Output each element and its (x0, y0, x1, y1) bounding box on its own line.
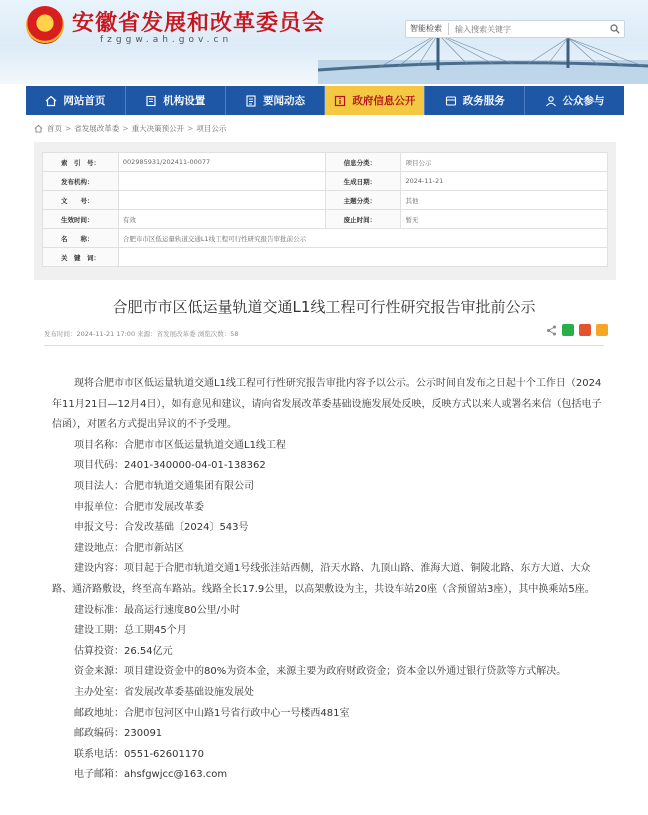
category-value: 项目公示 (401, 153, 608, 172)
field-email[interactable]: 电子邮箱：ahsfgwjcc@163.com (74, 769, 228, 781)
keywords-value (118, 248, 607, 267)
field-location: 建设地点：合肥市新站区 (74, 542, 184, 554)
breadcrumb-separator: > (65, 124, 72, 133)
category-label: 信息分类： (325, 153, 401, 172)
field-funding: 资金来源：项目建设资金中的80%为资本金，来源主要为政府财政资金；资本金以外通过银行贷款等方式解决。 (74, 666, 567, 678)
breadcrumb-item-home[interactable]: 首页 (47, 124, 62, 133)
table-row (43, 229, 608, 248)
field-project-code: 项目代码：2401-340000-04-01-138362 (74, 460, 266, 472)
field-investment: 估算投资：26.54亿元 (74, 645, 173, 657)
breadcrumb-item-commission[interactable]: 省发展改革委 (74, 124, 120, 133)
service-icon (445, 95, 457, 107)
field-postcode: 邮政编码：230091 (74, 728, 163, 740)
nav-item-label: 政务服务 (462, 95, 505, 107)
site-header (0, 0, 648, 84)
main-nav (26, 86, 624, 115)
doc-number-value (118, 191, 325, 210)
keywords-label: 关 键 词： (43, 248, 119, 267)
field-standard: 建设标准：最高运行速度80公里/小时 (74, 604, 241, 616)
issuer-label: 发布机构： (43, 172, 119, 191)
nav-item-label: 机构设置 (163, 95, 206, 107)
expire-label: 废止时间： (325, 210, 401, 229)
nav-item-home[interactable] (26, 86, 126, 115)
doc-number-label: 文 号： (43, 191, 119, 210)
share-icon[interactable] (546, 325, 557, 336)
name-label: 名 称： (43, 229, 119, 248)
valid-value: 有效 (118, 210, 325, 229)
breadcrumb-separator: > (122, 124, 129, 133)
field-applicant: 申报单位：合肥市发展改革委 (74, 501, 204, 513)
nav-item-organization[interactable] (126, 86, 226, 115)
article-body (52, 374, 607, 786)
people-icon (545, 95, 557, 107)
nav-item-label: 网站首页 (63, 95, 106, 107)
nav-item-label: 公众参与 (562, 95, 605, 107)
info-icon (334, 95, 346, 107)
national-emblem-icon (26, 6, 64, 44)
issuer-value (118, 172, 325, 191)
search-box (405, 20, 625, 38)
valid-label: 生效时间： (43, 210, 119, 229)
expire-value: 暂无 (401, 210, 608, 229)
field-construction-content: 建设内容：项目起于合肥市轨道交通1号线张洼站西侧，沿天水路、九顶山路、淮海大道、铜陵北路、东方大道、大众路、通济路敷设，终至高车路站。线路全长17.9公里，以高架敷设为主，共设车站20座（含预留站3座），其中换乘站5座。 (52, 563, 595, 595)
favorite-icon[interactable] (596, 324, 608, 336)
document-icon (245, 95, 257, 107)
nav-item-public[interactable] (525, 86, 624, 115)
table-row (43, 172, 608, 191)
search-input[interactable] (449, 25, 599, 34)
field-document-number: 申报文号：合发改基础〔2024〕543号 (74, 522, 249, 534)
home-icon (45, 95, 57, 107)
index-label: 索 引 号： (43, 153, 119, 172)
nav-item-label: 要闻动态 (263, 95, 306, 107)
breadcrumb-item-current[interactable]: 项目公示 (196, 124, 227, 133)
breadcrumb (34, 123, 226, 134)
info-panel (34, 142, 616, 280)
page-title: 合肥市市区低运量轨道交通L1线工程可行性研究报告审批前公示 (112, 298, 536, 316)
nav-item-label: 政府信息公开 (352, 95, 416, 107)
table-row (43, 191, 608, 210)
home-icon (34, 124, 43, 133)
table-row (43, 210, 608, 229)
field-phone: 联系电话：0551-62601170 (74, 748, 204, 760)
wechat-icon[interactable] (562, 324, 574, 336)
nav-item-gov-info[interactable] (325, 86, 425, 115)
bridge-banner-image (318, 30, 648, 84)
breadcrumb-separator: > (187, 124, 194, 133)
date-value: 2024-11-21 (401, 172, 608, 191)
intro-paragraph: 现将合肥市市区低运量轨道交通L1线工程可行性研究报告审批内容予以公示。公示时间自发布之日起十个工作日（2024年11月21日—12月4日），如有意见和建议，请向省发展改革委基础设施发展处反映，反映方式以来人或署名来信（包括电子信函），对匿名方式提出异议的不予受理。 (52, 378, 602, 431)
weibo-icon[interactable] (579, 324, 591, 336)
search-label[interactable]: 智能检索 (406, 23, 449, 35)
nav-item-services[interactable] (425, 86, 525, 115)
building-icon (145, 95, 157, 107)
nav-item-news[interactable] (226, 86, 326, 115)
field-legal-entity: 项目法人：合肥市轨道交通集团有限公司 (74, 480, 254, 492)
article-meta: 发布时间：2024-11-21 17:00 来源：省发展改革委 浏览次数：58 (44, 330, 239, 338)
breadcrumb-item-decision[interactable]: 重大决策预公开 (131, 124, 185, 133)
index-value: 002985931/202411-00077 (118, 153, 325, 172)
field-address: 邮政地址：合肥市包河区中山路1号省行政中心一号楼西481室 (74, 707, 350, 719)
table-row (43, 153, 608, 172)
site-title[interactable]: 安徽省发展和改革委员会 (72, 11, 326, 36)
field-project-name: 项目名称：合肥市市区低运量轨道交通L1线工程 (74, 439, 286, 451)
date-label: 生成日期： (325, 172, 401, 191)
field-duration: 建设工期：总工期45个月 (74, 625, 187, 637)
divider (44, 345, 604, 346)
subject-value: 其他 (401, 191, 608, 210)
site-domain: fzggw.ah.gov.cn (100, 35, 233, 45)
name-value: 合肥市市区低运量轨道交通L1线工程可行性研究报告审批前公示 (118, 229, 607, 248)
table-row (43, 248, 608, 267)
info-table (42, 152, 608, 267)
subject-label: 主题分类： (325, 191, 401, 210)
share-bar (546, 324, 608, 336)
search-icon[interactable] (610, 24, 620, 34)
field-department: 主办处室：省发展改革委基础设施发展处 (74, 686, 254, 698)
